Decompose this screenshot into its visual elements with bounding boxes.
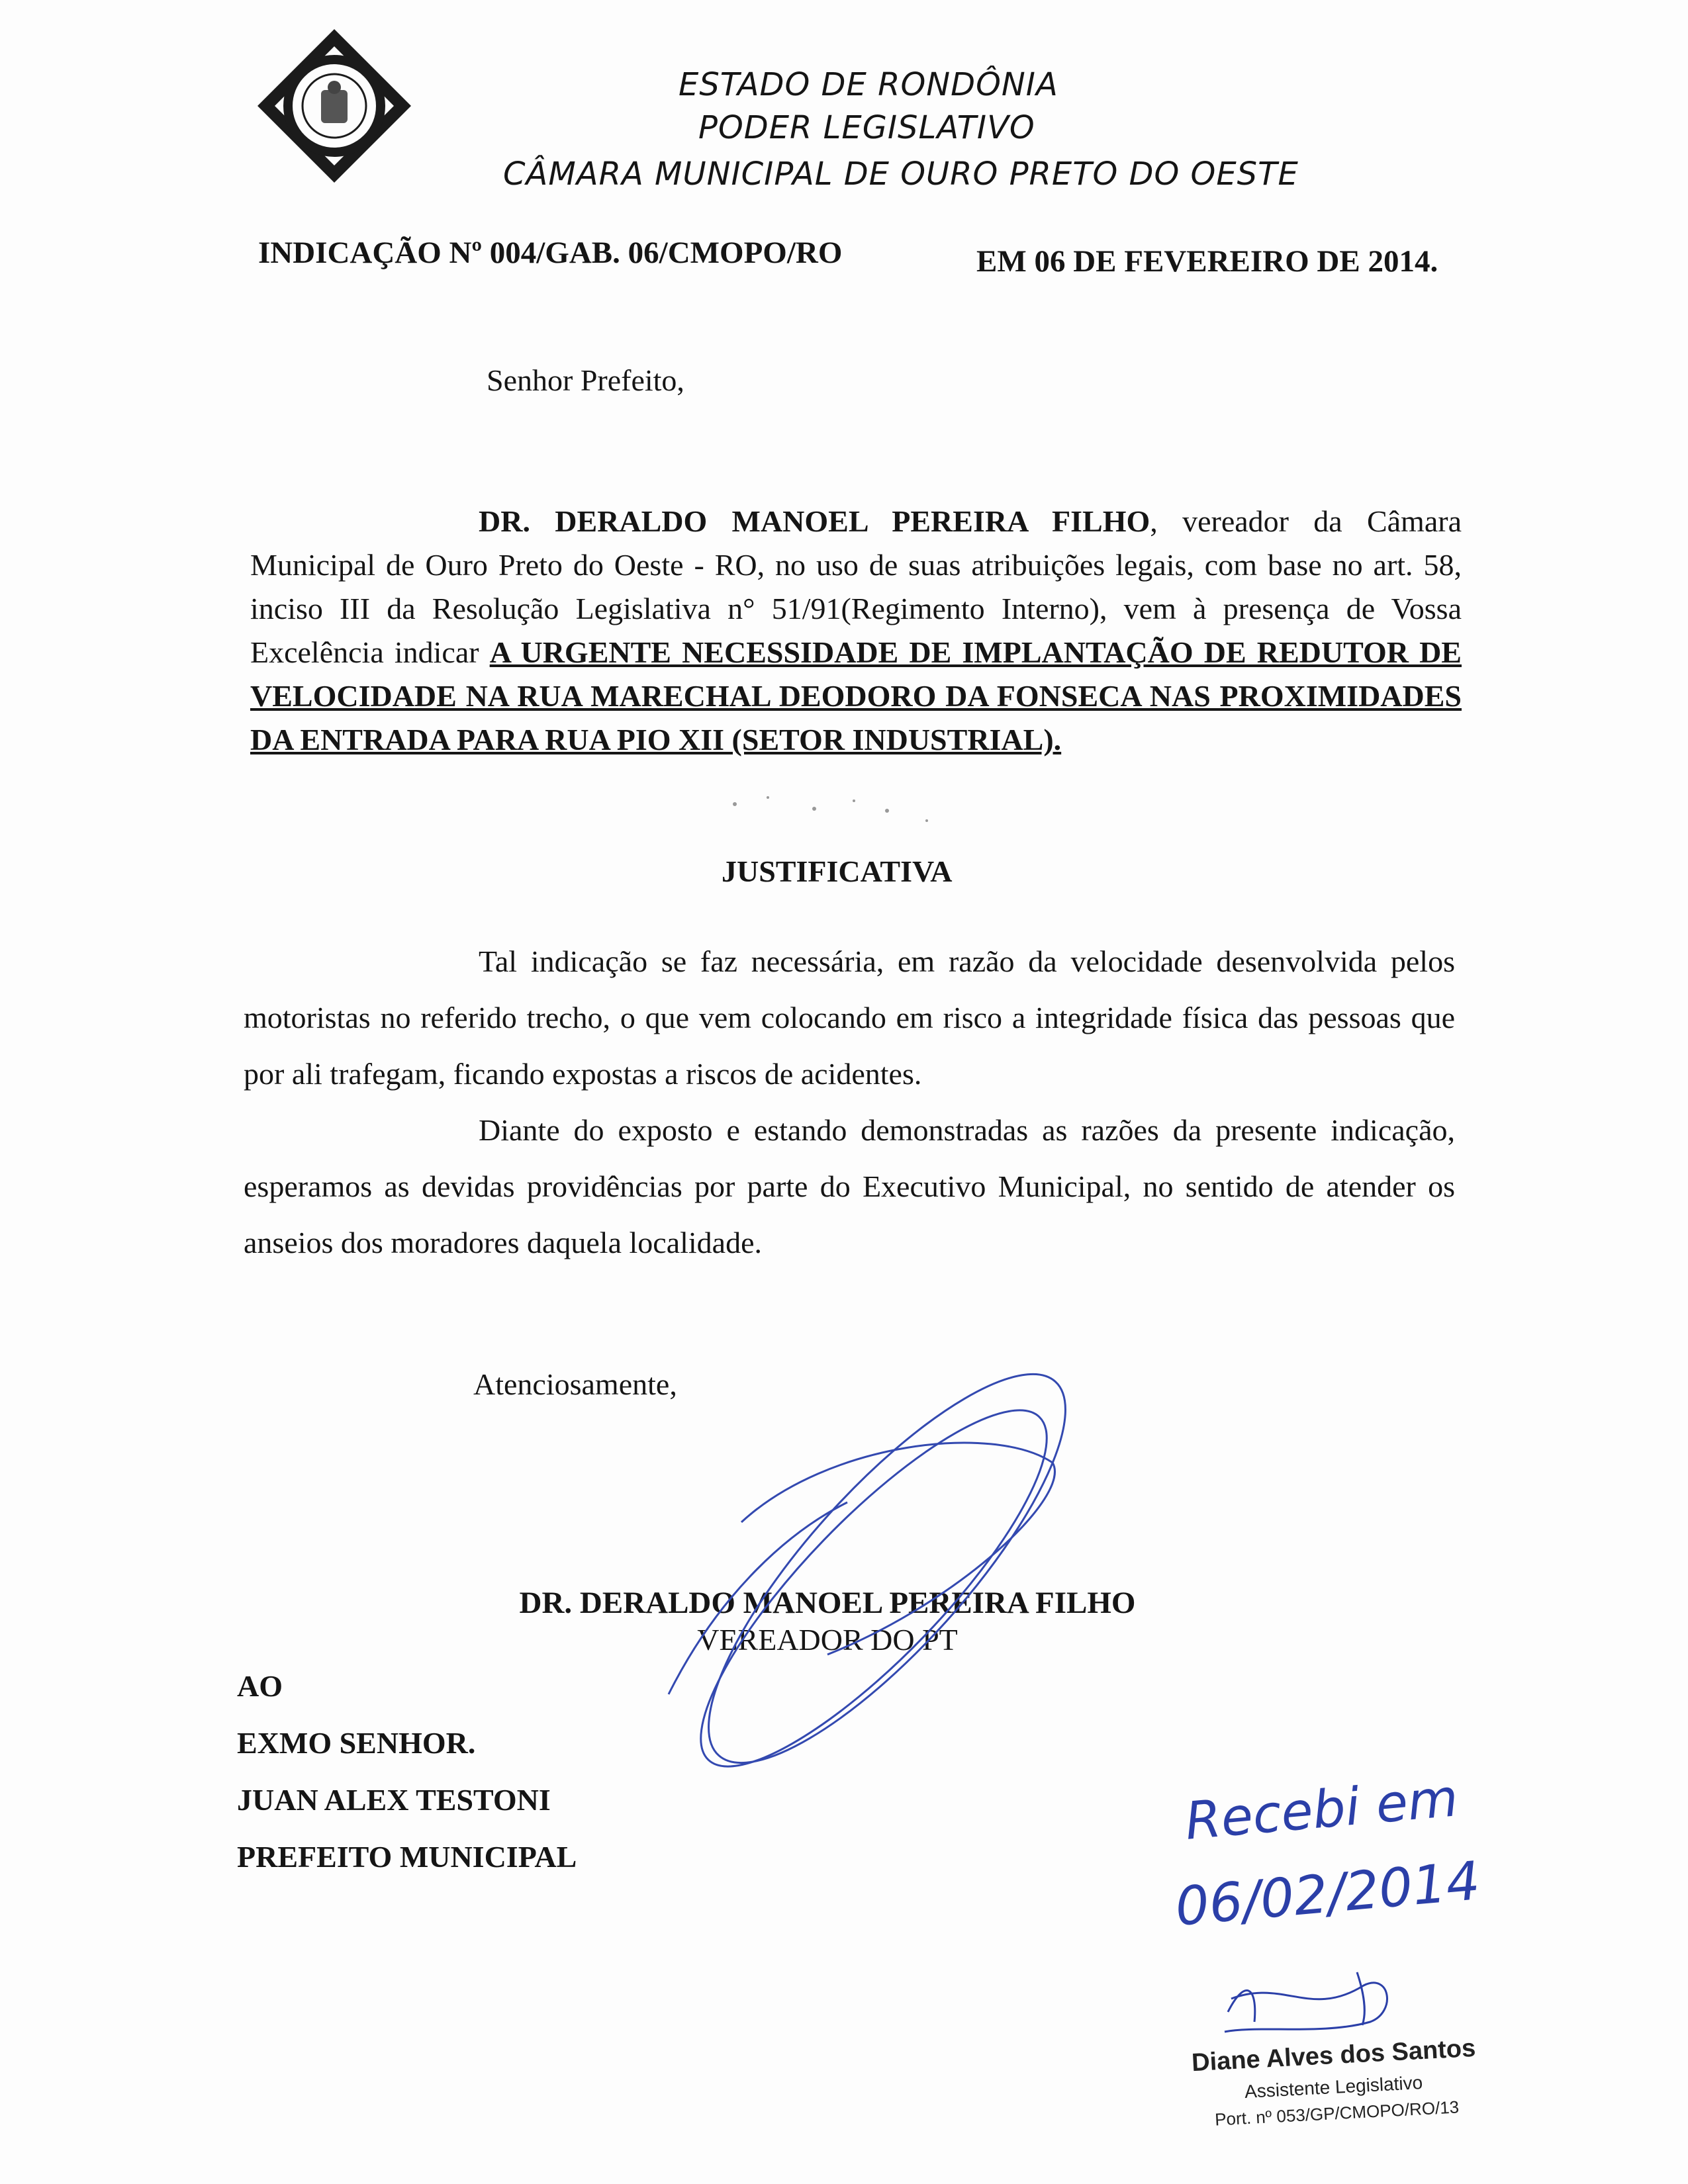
- header-power: PODER LEGISLATIVO: [698, 109, 1035, 146]
- receipt-handwritten-line1: Recebi em: [1182, 1768, 1461, 1852]
- scan-specks: [733, 796, 928, 822]
- intro-paragraph: [250, 500, 1462, 762]
- stamp-name: Diane Alves dos Santos: [1191, 2034, 1477, 2077]
- intro-request: A URGENTE NECESSIDADE DE IMPLANTAÇÃO DE REDUTOR DE VELOCIDADE NA RUA MARECHAL DEODORO DA FONSECA NAS PROXIMIDADES DA ENTRADA PARA RUA PIO XII (SETOR INDUSTRIAL).: [250, 635, 1462, 756]
- closing: Atenciosamente,: [473, 1367, 677, 1401]
- stamp-role: Assistente Legislativo: [1244, 2071, 1423, 2103]
- stamp-port: Port. nº 053/GP/CMOPO/RO/13: [1214, 2097, 1460, 2130]
- header-chamber: CÂMARA MUNICIPAL DE OURO PRETO DO OESTE: [503, 156, 1299, 193]
- signatory-name: DR. DERALDO MANOEL PEREIRA FILHO: [519, 1586, 1136, 1620]
- justification-title: JUSTIFICATIVA: [722, 854, 953, 888]
- intro-author: DR. DERALDO MANOEL PEREIRA FILHO: [479, 504, 1150, 538]
- signatory-role: VEREADOR DO PT: [697, 1623, 958, 1657]
- recipient-line-4: PREFEITO MUNICIPAL: [237, 1840, 577, 1874]
- salutation: Senhor Prefeito,: [487, 363, 684, 397]
- justification-p2: Diante do exposto e estando demonstradas as razões da presente indicação, esperamos as devidas providências por parte do Executivo Municipal, no sentido de atender os anseios dos moradores daquela localidade.: [244, 1113, 1455, 1259]
- doc-number: INDICAÇÃO Nº 004/GAB. 06/CMOPO/RO: [258, 236, 843, 270]
- recipient-block: [237, 1658, 577, 1886]
- signature-block: [463, 1585, 1192, 1657]
- intro-text: , vereador da Câmara Municipal de Ouro Preto do Oeste - RO, no uso de suas atribuições legais, com base no art. 58, inciso III da Resolução Legislativa n° 51/91(Regimento Interno), vem à presença de Vossa Excelência indicar: [250, 504, 1462, 669]
- header-state: ESTADO DE RONDÔNIA: [679, 66, 1058, 103]
- recipient-line-3: JUAN ALEX TESTONI: [237, 1783, 551, 1817]
- doc-date: EM 06 DE FEVEREIRO DE 2014.: [976, 244, 1438, 279]
- recipient-line-1: AO: [237, 1669, 283, 1703]
- municipal-seal: [255, 26, 414, 185]
- receipt-handwritten-date: 06/02/2014: [1172, 1850, 1483, 1938]
- receiver-initials: [1225, 1972, 1387, 2032]
- author-signature-scribble: [658, 1328, 1114, 1808]
- recipient-line-2: EXMO SENHOR.: [237, 1726, 476, 1760]
- justification-p1: Tal indicação se faz necessária, em razão da velocidade desenvolvida pelos motoristas no referido trecho, o que vem colocando em risco a integridade física das pessoas que por ali trafegam, ficando expostas a riscos de acidentes.: [244, 944, 1455, 1091]
